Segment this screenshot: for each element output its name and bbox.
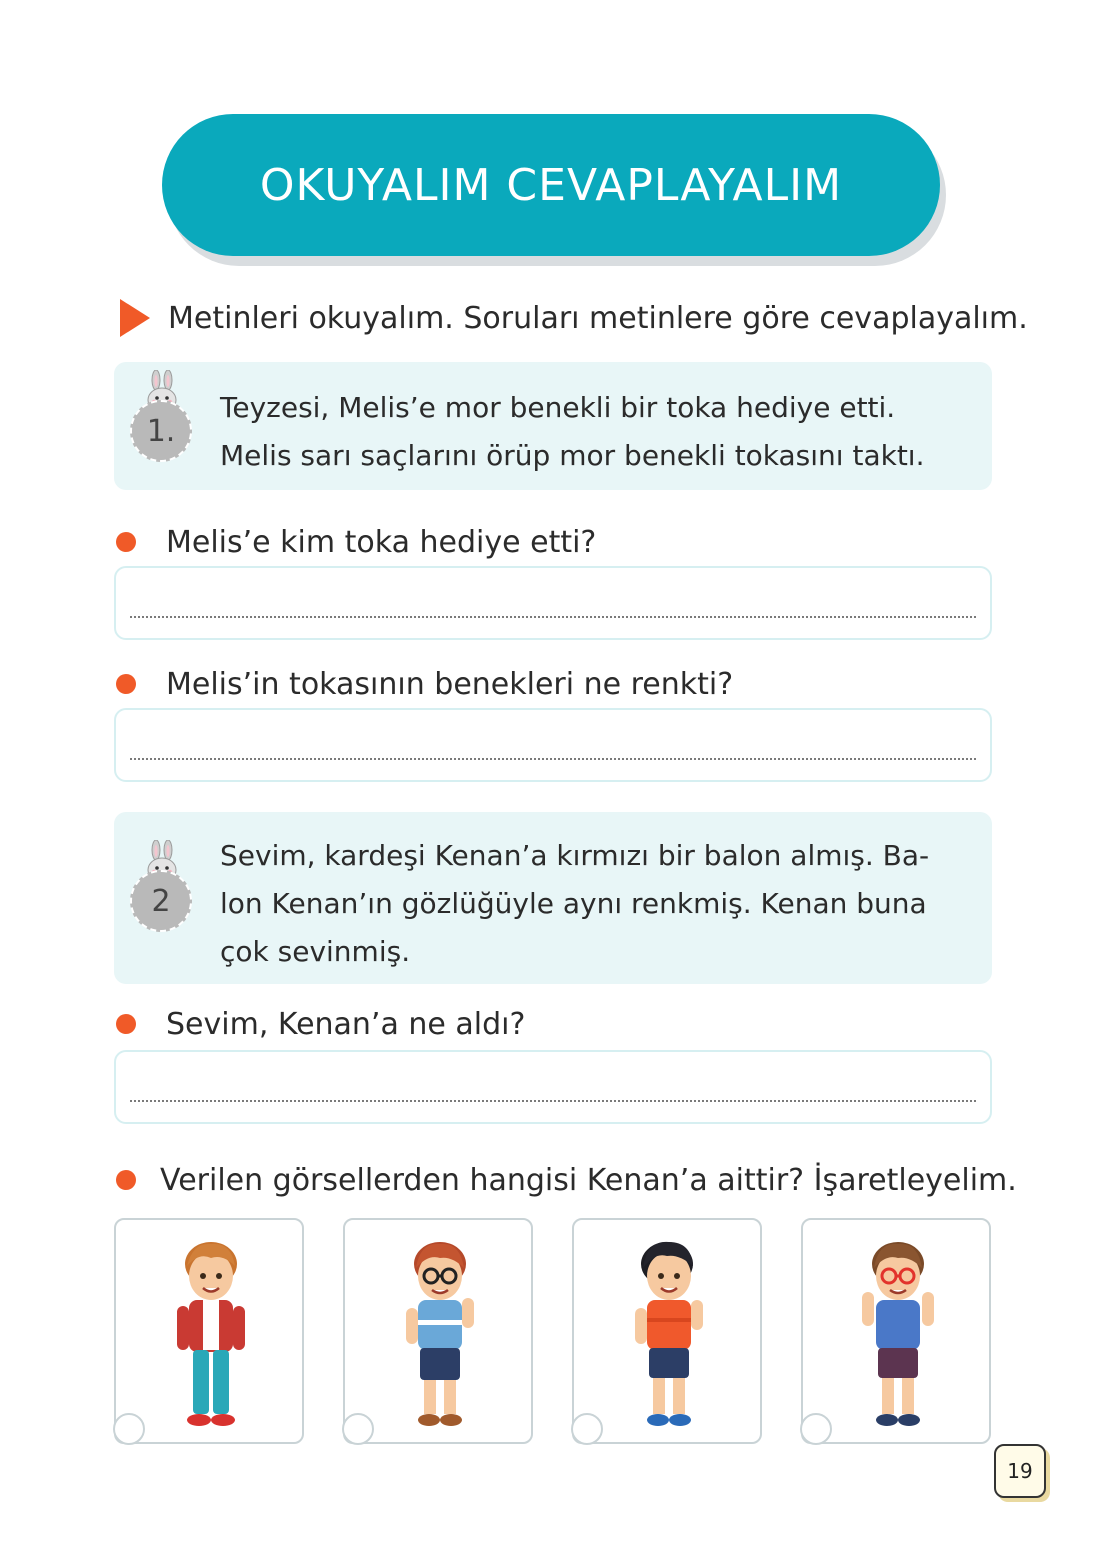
bullet-dot-icon	[116, 1170, 136, 1190]
answer-field-3[interactable]	[114, 1050, 992, 1124]
page-number-text: 19	[1007, 1459, 1033, 1483]
choice-radio[interactable]	[113, 1413, 145, 1445]
question-text: Verilen görsellerden hangisi Kenan’a aittir? İşaretleyelim.	[160, 1162, 1017, 1198]
bullet-dot-icon	[116, 532, 136, 552]
play-triangle-icon	[120, 299, 150, 337]
choice-radio[interactable]	[342, 1413, 374, 1445]
story-line: Melis sarı saçlarını örüp mor benekli tokasını taktı.	[220, 439, 925, 472]
choice-radio[interactable]	[571, 1413, 603, 1445]
story-number-badge	[130, 870, 192, 932]
question-1	[116, 520, 596, 564]
choice-card-2[interactable]	[343, 1218, 533, 1444]
story-line: Sevim, kardeşi Kenan’a kırmızı bir balon almış. Ba-	[220, 839, 930, 872]
page-title: OKUYALIM CEVAPLAYALIM	[259, 159, 843, 211]
bullet-dot-icon	[116, 674, 136, 694]
question-text: Melis’e kim toka hediye etti?	[166, 524, 597, 560]
answer-field-2[interactable]	[114, 708, 992, 782]
answer-field-1[interactable]	[114, 566, 992, 640]
story-line: Teyzesi, Melis’e mor benekli bir toka hediye etti.	[220, 391, 896, 424]
page-number	[994, 1444, 1046, 1498]
dotted-answer-line	[130, 758, 976, 760]
dotted-answer-line	[130, 616, 976, 618]
instruction-text: Metinleri okuyalım. Soruları metinlere göre cevaplayalım.	[168, 300, 1028, 336]
question-2	[116, 662, 733, 706]
story-text-2	[220, 832, 929, 976]
choice-card-3[interactable]	[572, 1218, 762, 1444]
boy-red-glasses-illustration	[850, 1228, 946, 1432]
bullet-dot-icon	[116, 1014, 136, 1034]
story-badge-2	[130, 840, 196, 932]
story-number: 2	[151, 883, 171, 919]
instruction	[120, 296, 1028, 340]
choice-radio[interactable]	[800, 1413, 832, 1445]
boy-orange-shirt-illustration	[621, 1228, 717, 1432]
story-text-1	[220, 384, 924, 480]
boy-black-glasses-illustration	[392, 1228, 488, 1432]
title-banner	[162, 114, 940, 256]
choice-card-1[interactable]	[114, 1218, 304, 1444]
boy-red-shirt-illustration	[163, 1228, 259, 1432]
question-text: Melis’in tokasının benekleri ne renkti?	[166, 666, 734, 702]
choice-card-4[interactable]	[801, 1218, 991, 1444]
story-box-1	[114, 362, 992, 490]
question-3	[116, 1002, 525, 1046]
story-badge-1	[130, 370, 196, 462]
dotted-answer-line	[130, 1100, 976, 1102]
question-text: Sevim, Kenan’a ne aldı?	[166, 1006, 526, 1042]
story-number-badge	[130, 400, 192, 462]
story-line: lon Kenan’ın gözlüğüyle aynı renkmiş. Kenan buna	[220, 887, 927, 920]
question-4	[116, 1158, 1017, 1202]
story-number: 1.	[146, 413, 176, 449]
story-box-2	[114, 812, 992, 984]
story-line: çok sevinmiş.	[220, 935, 411, 968]
